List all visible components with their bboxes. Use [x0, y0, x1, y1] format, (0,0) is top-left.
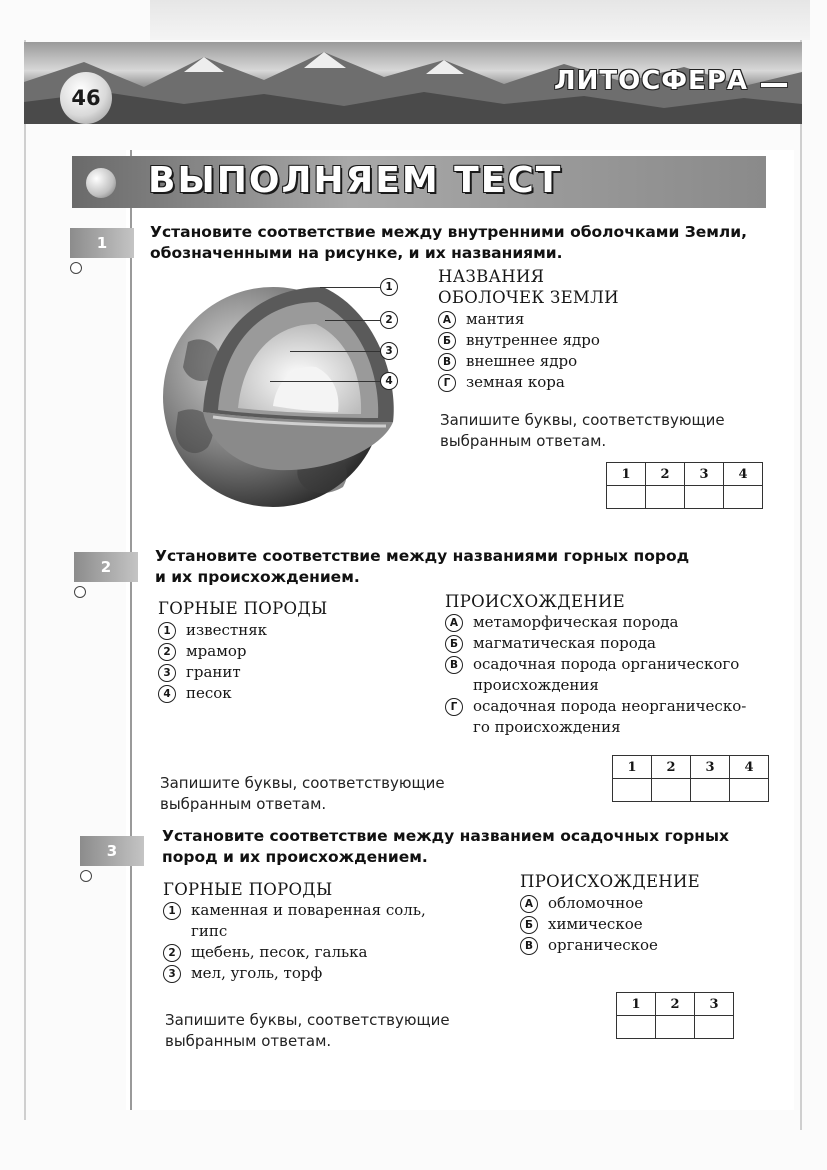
option-mark: В: [438, 353, 456, 371]
item-mark: 3: [163, 965, 181, 983]
page-left-edge: [24, 40, 26, 1120]
option-mark: Б: [438, 332, 456, 350]
answer-cell[interactable]: [613, 779, 652, 802]
option-mark: В: [445, 656, 463, 674]
section-title: ЛИТОСФЕРА: [554, 66, 748, 96]
option-mark: В: [520, 937, 538, 955]
answer-col-header: 3: [685, 463, 724, 486]
item-mark: 4: [158, 685, 176, 703]
page-right-edge: [800, 40, 802, 1130]
rocks-heading: ГОРНЫЕ ПОРОДЫ: [158, 599, 328, 618]
ball-icon: [86, 168, 116, 198]
binder-hole-icon: [70, 262, 82, 274]
answer-cell[interactable]: [724, 486, 763, 509]
answer-cell[interactable]: [656, 1016, 695, 1039]
origin-list: [445, 612, 746, 738]
answer-col-header: 1: [607, 463, 646, 486]
callout-line-2: [325, 320, 380, 321]
list-item: 3 гранит: [158, 662, 267, 683]
list-item: 1 каменная и поваренная соль, гипс: [163, 900, 426, 942]
origin-heading: ПРОИСХОЖДЕНИЕ: [445, 592, 626, 611]
answer-col-header: 3: [695, 993, 734, 1016]
callout-2: 2: [380, 311, 398, 329]
answer-cell[interactable]: [617, 1016, 656, 1039]
item-mark: 3: [158, 664, 176, 682]
question-number-2: 2: [74, 552, 138, 582]
list-item: 2 мрамор: [158, 641, 267, 662]
item-mark: 1: [158, 622, 176, 640]
question-3-prompt: Запишите буквы, соответствующие выбранным ответам.: [165, 1011, 450, 1050]
top-scan-fade: [150, 0, 810, 40]
question-1-prompt: Запишите буквы, соответствующие выбранным ответам.: [440, 411, 725, 450]
earth-layers-figure: [148, 272, 418, 512]
answer-cell[interactable]: [685, 486, 724, 509]
binder-hole-icon: [80, 870, 92, 882]
answer-cell[interactable]: [691, 779, 730, 802]
page-number: 46: [60, 72, 112, 124]
item-mark: 1: [163, 902, 181, 920]
callout-line-3: [290, 351, 380, 352]
option-mark: Б: [520, 916, 538, 934]
list-item: Б химическое: [520, 914, 658, 935]
rocks-list: [158, 620, 267, 704]
question-1-text: Установите соответствие между внутренними оболочками Земли, обозначенными на рисунке, и их названиями.: [150, 223, 748, 262]
question-2-text: Установите соответствие между названиями горных пород и их происхождением.: [155, 547, 690, 586]
sedimentary-rocks-heading: ГОРНЫЕ ПОРОДЫ: [163, 880, 333, 899]
answer-table-2: [612, 755, 769, 802]
answer-table-1: [606, 462, 763, 509]
answer-col-header: 2: [646, 463, 685, 486]
option-mark: А: [445, 614, 463, 632]
option-mark: Г: [445, 698, 463, 716]
list-item: В органическое: [520, 935, 658, 956]
answer-col-header: 4: [730, 756, 769, 779]
list-item: Г осадочная порода неорганическо- го происхождения: [445, 696, 746, 738]
list-item: Б магматическая порода: [445, 633, 746, 654]
callout-4: 4: [380, 372, 398, 390]
list-item: 3 мел, уголь, торф: [163, 963, 426, 984]
answer-col-header: 3: [691, 756, 730, 779]
list-item: В осадочная порода органического происхождения: [445, 654, 746, 696]
sedimentary-origin-heading: ПРОИСХОЖДЕНИЕ: [520, 872, 701, 891]
list-item: В внешнее ядро: [438, 351, 600, 372]
option-mark: А: [520, 895, 538, 913]
option-mark: Б: [445, 635, 463, 653]
shells-options: [438, 309, 600, 393]
callout-1: 1: [380, 278, 398, 296]
callout-line-4: [270, 381, 380, 382]
list-item: А обломочное: [520, 893, 658, 914]
question-3-text: Установите соответствие между названием осадочных горных пород и их происхождением.: [162, 827, 730, 866]
answer-col-header: 1: [617, 993, 656, 1016]
list-item: 4 песок: [158, 683, 267, 704]
option-mark: Г: [438, 374, 456, 392]
sedimentary-rocks-list: [163, 900, 426, 984]
test-title: ВЫПОЛНЯЕМ ТЕСТ: [148, 160, 563, 201]
answer-cell[interactable]: [652, 779, 691, 802]
question-number-1: 1: [70, 228, 134, 258]
answer-cell[interactable]: [730, 779, 769, 802]
answer-cell[interactable]: [695, 1016, 734, 1039]
list-item: Г земная кора: [438, 372, 600, 393]
option-mark: А: [438, 311, 456, 329]
item-mark: 2: [158, 643, 176, 661]
answer-cell[interactable]: [646, 486, 685, 509]
question-2-prompt: Запишите буквы, соответствующие выбранным ответам.: [160, 774, 445, 813]
list-item: Б внутреннее ядро: [438, 330, 600, 351]
list-item: 2 щебень, песок, галька: [163, 942, 426, 963]
list-item: А мантия: [438, 309, 600, 330]
shells-heading: НАЗВАНИЯ ОБОЛОЧЕК ЗЕМЛИ: [438, 267, 619, 307]
question-number-3: 3: [80, 836, 144, 866]
list-item: 1 известняк: [158, 620, 267, 641]
callout-line-1: [320, 287, 380, 288]
answer-col-header: 2: [652, 756, 691, 779]
item-mark: 2: [163, 944, 181, 962]
section-dash: [760, 82, 788, 88]
sedimentary-origin-list: [520, 893, 658, 956]
binder-hole-icon: [74, 586, 86, 598]
answer-col-header: 4: [724, 463, 763, 486]
callout-3: 3: [380, 342, 398, 360]
answer-table-3: [616, 992, 734, 1039]
list-item: А метаморфическая порода: [445, 612, 746, 633]
panel-border: [130, 150, 132, 1110]
answer-col-header: 2: [656, 993, 695, 1016]
answer-col-header: 1: [613, 756, 652, 779]
answer-cell[interactable]: [607, 486, 646, 509]
